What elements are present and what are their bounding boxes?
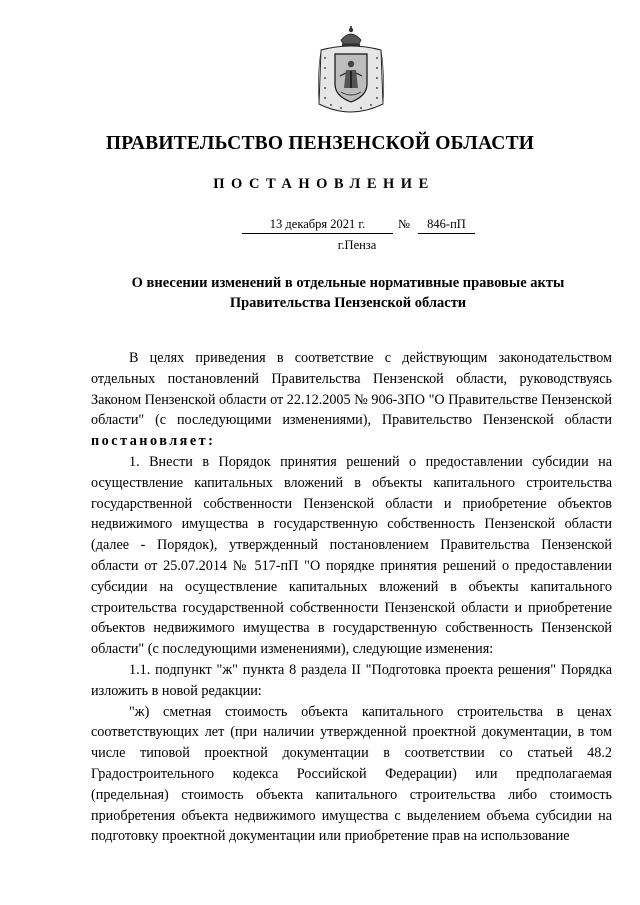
government-title: ПРАВИТЕЛЬСТВО ПЕНЗЕНСКОЙ ОБЛАСТИ xyxy=(105,133,535,154)
document-type: ПОСТАНОВЛЕНИЕ xyxy=(213,176,435,192)
document-date: 13 декабря 2021 г. xyxy=(242,216,393,234)
penza-region-coat-of-arms-icon xyxy=(315,26,387,114)
number-sign: № xyxy=(398,217,410,231)
document-number: 846-пП xyxy=(418,216,475,234)
paragraph-preamble xyxy=(91,348,612,452)
paragraph-item-1-1: 1.1. подпункт "ж" пункта 8 раздела II "Подготовка проекта решения" Порядка изложить в новой редакции: xyxy=(91,661,612,699)
document-city: г.Пенза xyxy=(337,238,377,252)
subject-line-2: Правительства Пензенской области xyxy=(229,295,467,311)
paragraph-subitem-zh: "ж) сметная стоимость объекта капитального строительства в ценах соответствующих лет (при наличии утвержденной проектной документации, в том числе типовой проектной документации в соответствии со статьей 48.2 Градостроительного кодекса Российской Федерации) или предполагаемая (предельная) стоимость объекта капитального строительства либо стоимость приобретения объекта недвижимого имущества с выделением объема субсидии на подготовку проектной документации или приобретение прав на использование xyxy=(91,703,612,845)
paragraph-item-1: 1. Внести в Порядок принятия решений о предоставлении субсидии на осуществление капитальных вложений в объекты капитального строительства государственной собственности Пензенской области и приобретение объектов недвижимого имущества в государственную собственность Пензенской области (далее - Порядок), утвержденный постановлением Правительства Пензенской области от 25.07.2014 № 517-пП "О порядке принятия решений о предоставлении субсидии на осуществление капитальных вложений в объекты капитального строительства государственной собственности Пензенской области и приобретение объектов недвижимого имущества в государственную собственность Пензенской области" (с последующими изменениями), следующие изменения: xyxy=(91,453,612,658)
preamble-text: В целях приведения в соответствие с действующим законодательством отдельных постановлений Правительства Пензенской области, руководствуясь Законом Пензенской области от 22.12.2005 № 906-ЗПО "О Правительстве Пензенской области" (с последующими изменениями), Правительство Пензенской области xyxy=(91,350,612,429)
document-body xyxy=(91,348,612,847)
decree-word: постановляет: xyxy=(91,433,216,450)
document-subject xyxy=(88,273,608,313)
subject-line-1: О внесении изменений в отдельные нормативные правовые акты xyxy=(131,275,565,291)
